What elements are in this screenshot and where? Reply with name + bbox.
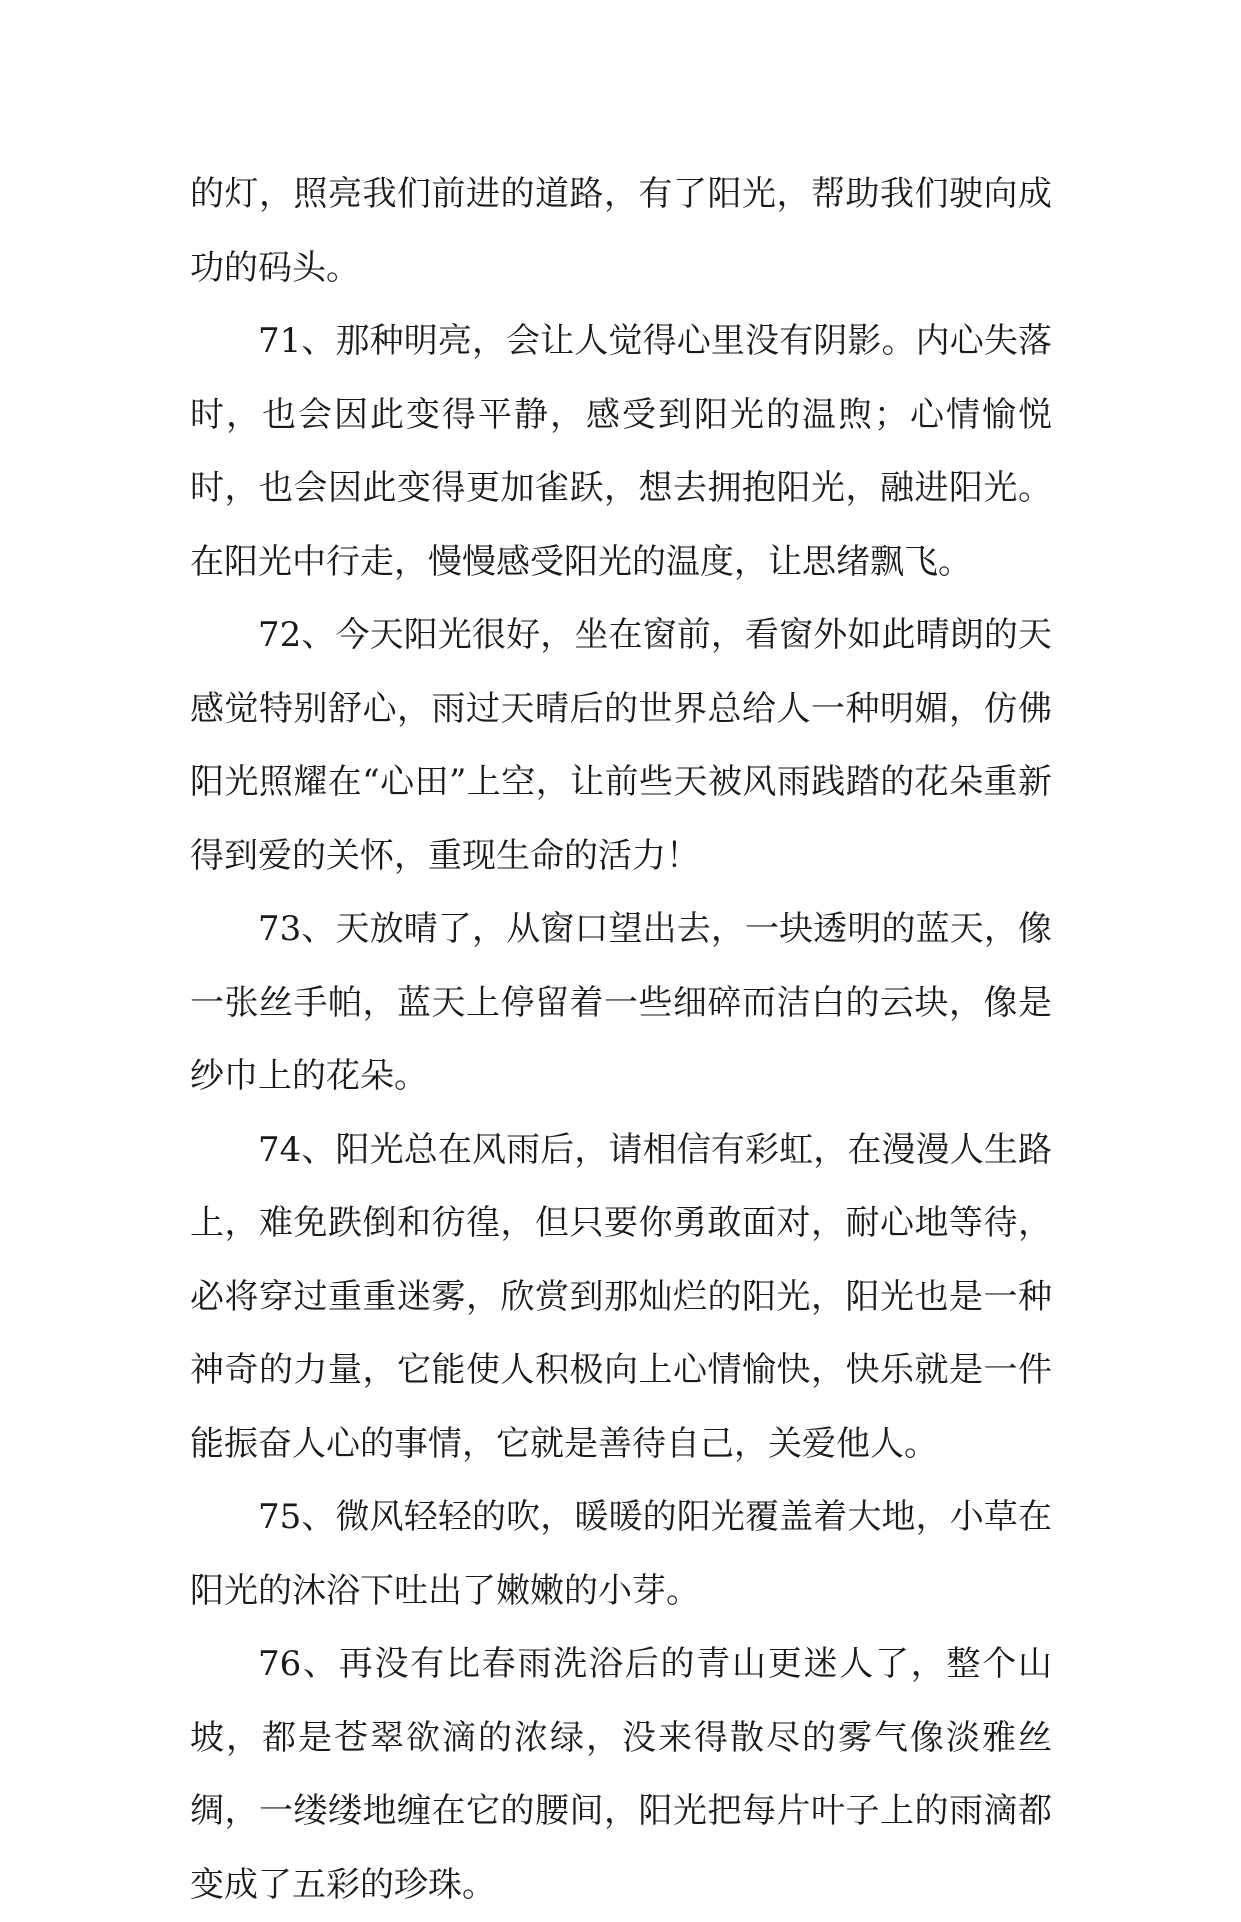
paragraph-75: 75、微风轻轻的吹，暖暖的阳光覆盖着大地，小草在阳光的沐浴下吐出了嫩嫩的小芽。 [190, 1497, 1052, 1611]
paragraph-73: 73、天放晴了，从窗口望出去，一块透明的蓝天，像一张丝手帕，蓝天上停留着一些细碎而洁白的云块，像是纱巾上的花朵。 [190, 909, 1052, 1096]
paragraph-72: 72、今天阳光很好，坐在窗前，看窗外如此晴朗的天感觉特别舒心，雨过天晴后的世界总给人一种明媚，仿佛阳光照耀在“心田”上空，让前些天被风雨践踏的花朵重新得到爱的关怀，重现生命的活力！ [190, 615, 1052, 876]
document-body [190, 158, 1052, 1922]
paragraph-76: 76、再没有比春雨洗浴后的青山更迷人了，整个山坡，都是苍翠欲滴的浓绿，没来得散尽的雾气像淡雅丝绸，一缕缕地缠在它的腰间，阳光把每片叶子上的雨滴都变成了五彩的珍珠。 [190, 1644, 1052, 1905]
paragraph-74: 74、阳光总在风雨后，请相信有彩虹，在漫漫人生路上，难免跌倒和彷徨，但只要你勇敢面对，耐心地等待，必将穿过重重迷雾，欣赏到那灿烂的阳光，阳光也是一种神奇的力量，它能使人积极向上心情愉快，快乐就是一件能振奋人心的事情，它就是善待自己，关爱他人。 [190, 1129, 1052, 1464]
paragraph-71: 71、那种明亮，会让人觉得心里没有阴影。内心失落时，也会因此变得平静，感受到阳光的温煦；心情愉悦时，也会因此变得更加雀跃，想去拥抱阳光，融进阳光。在阳光中行走，慢慢感受阳光的温度，让思绪飘飞。 [190, 321, 1052, 582]
paragraph-continuation: 的灯，照亮我们前进的道路，有了阳光，帮助我们驶向成功的码头。 [190, 174, 1052, 288]
